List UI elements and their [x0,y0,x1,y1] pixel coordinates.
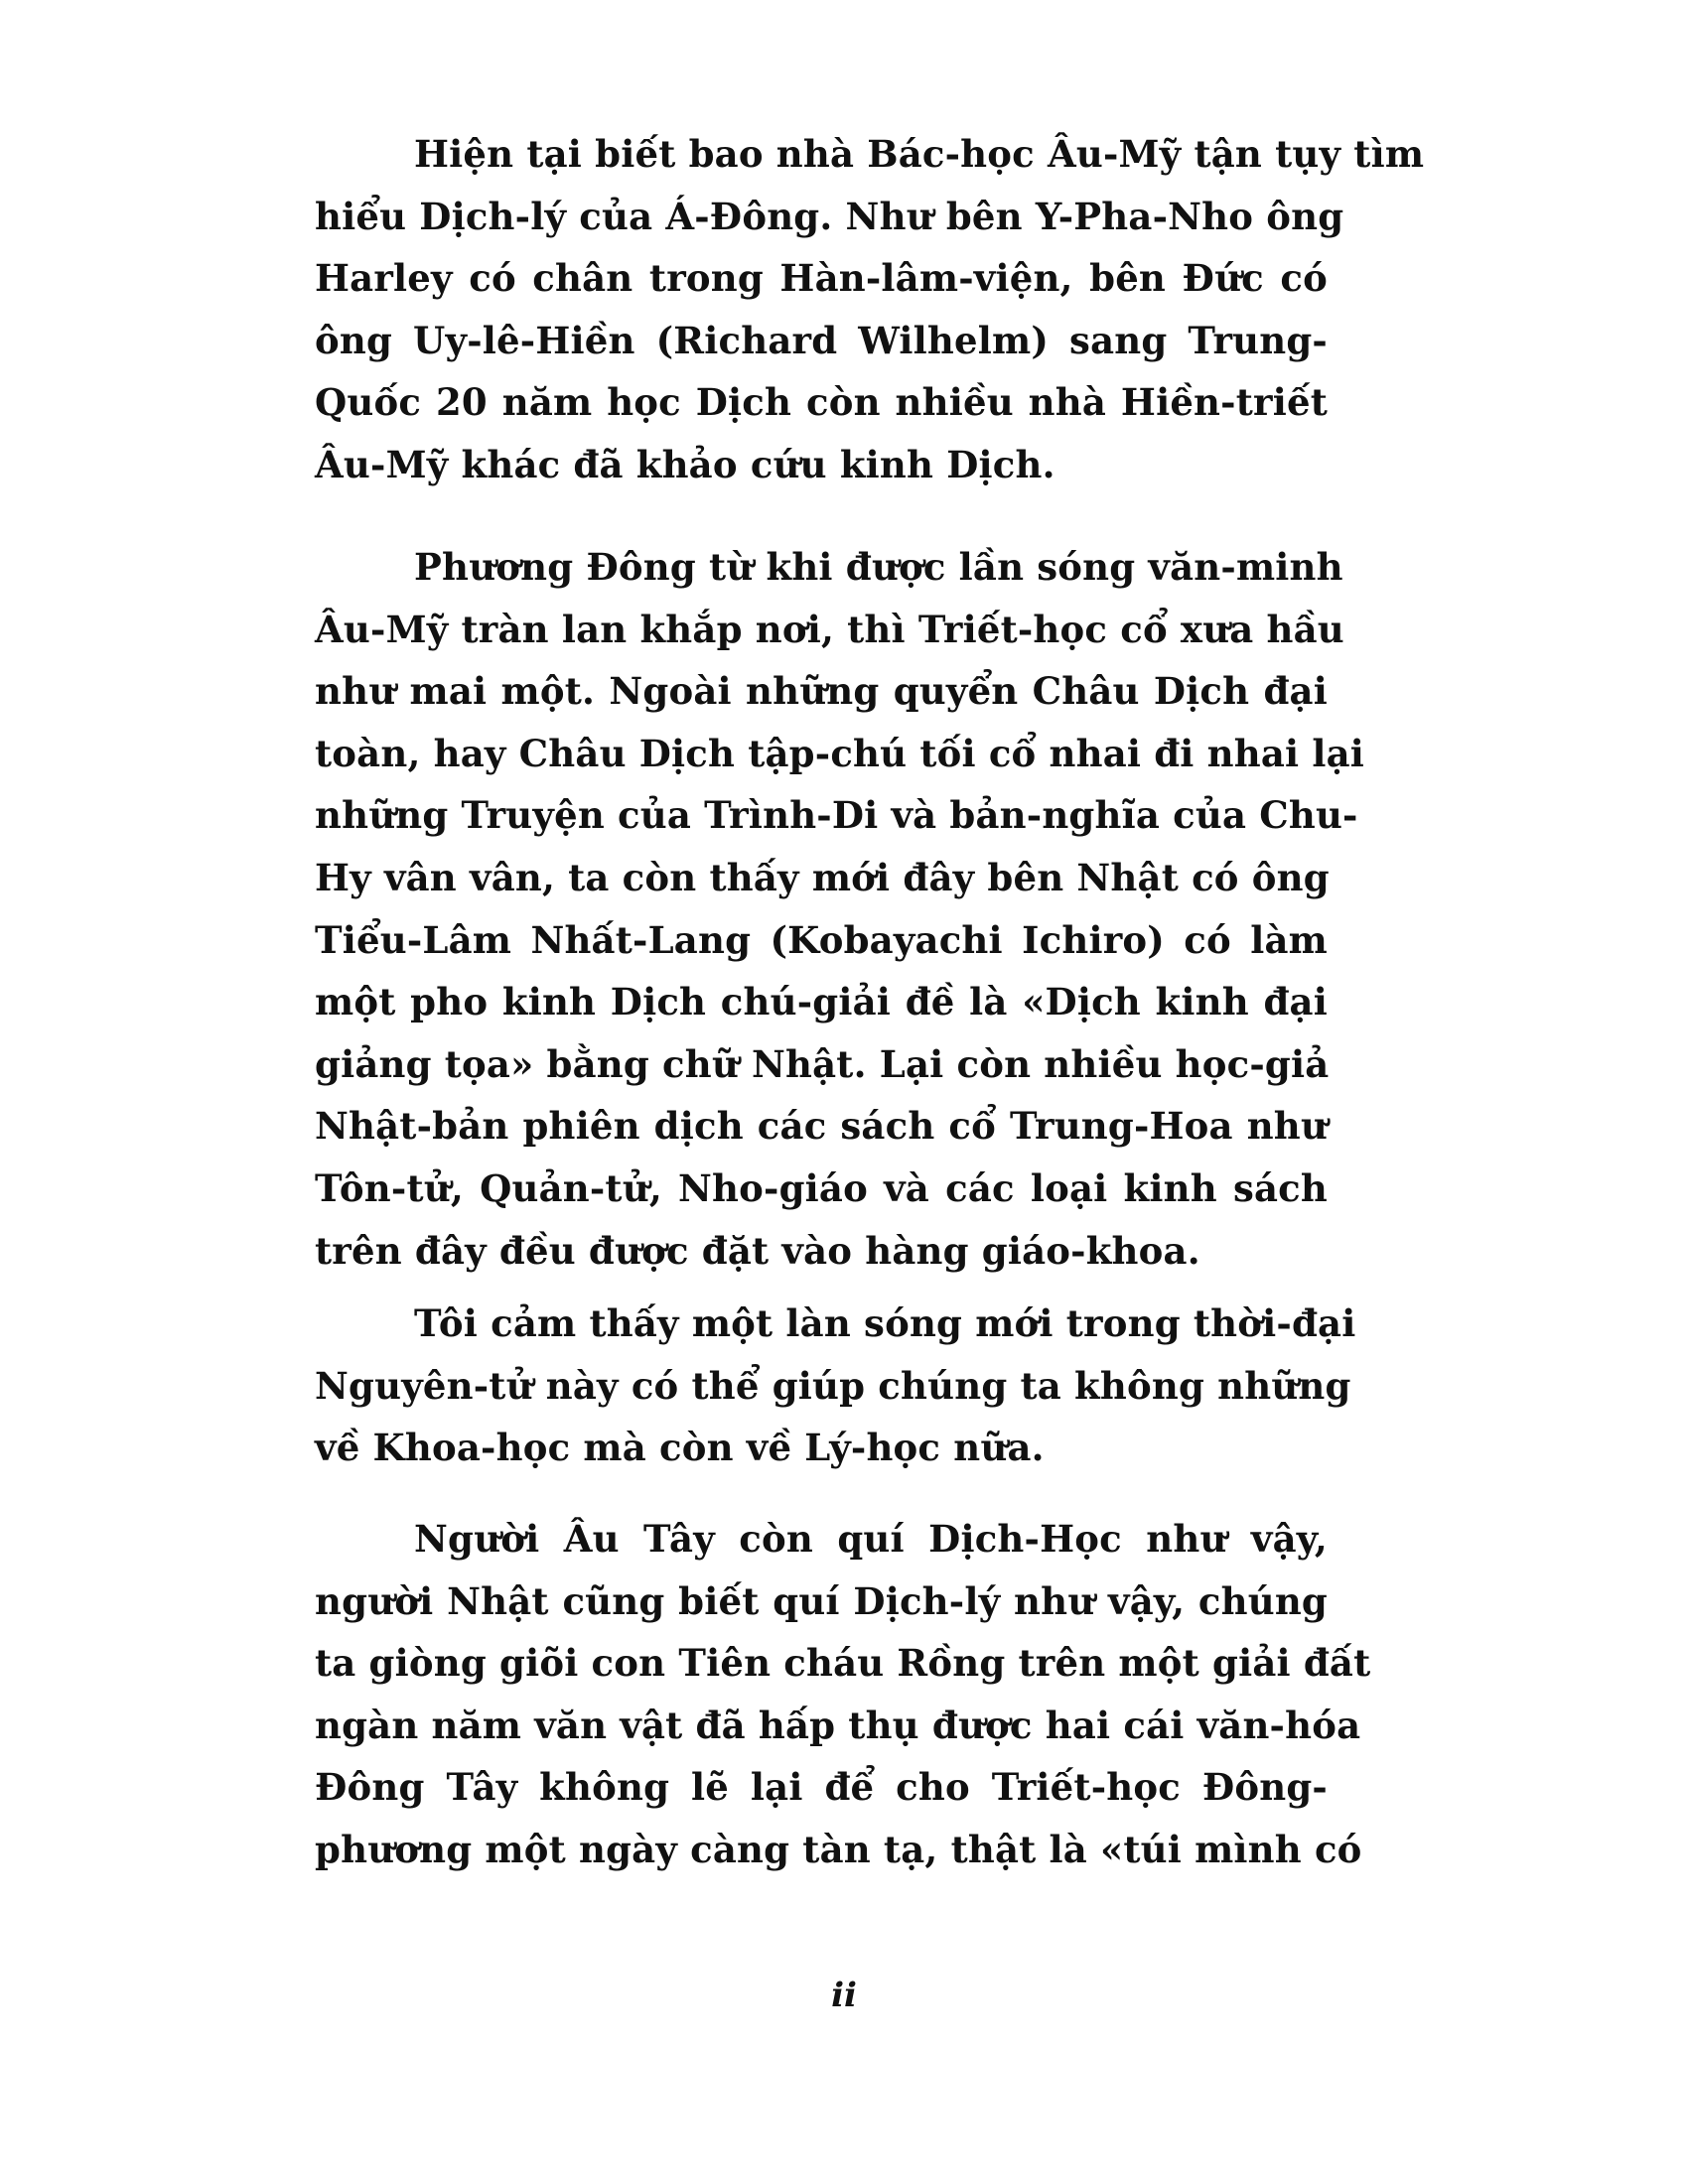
text-line: Nhật-bản phiên dịch các sách cổ Trung-Hoa như [315,1104,1328,1149]
text-line: Tiểu-Lâm Nhất-Lang (Kobayachi Ichiro) có làm [315,917,1328,962]
paragraph-4 [315,1508,1371,1881]
text-line: Tôn-tử, Quản-tử, Nho-giáo và các loại kinh sách [315,1165,1328,1210]
text-line: Hiện tại biết bao nhà Bác-học Âu-Mỹ tận tụy tìm [414,132,1425,176]
text-line: Nguyên-tử này có thể giúp chúng ta không những [315,1363,1351,1408]
text-line: người Nhật cũng biết quí Dịch-lý như vậy, chúng [315,1578,1328,1623]
text-line: hiểu Dịch-lý của Á-Đông. Như bên Y-Pha-Nho ông [315,194,1344,238]
text-line: Phương Đông từ khi được lần sóng văn-minh [414,545,1343,589]
text-line: trên đây đều được đặt vào hàng giáo-khoa. [315,1228,1200,1273]
text-line: giảng tọa» bằng chữ Nhật. Lại còn nhiều học-giả [315,1041,1330,1086]
text-line: những Truyện của Trình-Di và bản-nghĩa của Chu- [315,793,1358,838]
text-line: một pho kinh Dịch chú-giải đề là «Dịch kinh đại [315,980,1328,1024]
text-line: Âu-Mỹ tràn lan khắp nơi, thì Triết-học cổ xưa hầu [315,607,1344,651]
text-line: Tôi cảm thấy một làn sóng mới trong thời-đại [414,1301,1356,1345]
text-line: toàn, hay Châu Dịch tập-chú tối cổ nhai đi nhai lại [315,731,1365,775]
text-line: Đông Tây không lẽ lại để cho Triết-học Đông- [315,1765,1328,1810]
text-line: Người Âu Tây còn quí Dịch-Học như vậy, [414,1517,1328,1561]
page-number: ii [831,1976,857,2015]
paragraph-2 [315,536,1365,1282]
text-line: Quốc 20 năm học Dịch còn nhiều nhà Hiền-triết [315,380,1328,425]
paragraph-1 [315,123,1425,496]
text-line: ông Uy-lê-Hiền (Richard Wilhelm) sang Trung- [315,318,1328,362]
text-line: Hy vân vân, ta còn thấy mới đây bên Nhật có ông [315,855,1330,899]
text-line: ta giòng giõi con Tiên cháu Rồng trên một giải đất [315,1641,1371,1686]
text-line: ngàn năm văn vật đã hấp thụ được hai cái văn-hóa [315,1703,1361,1747]
text-line: phương một ngày càng tàn tạ, thật là «túi mình có [315,1827,1362,1871]
text-line: như mai một. Ngoài những quyển Châu Dịch đại [315,669,1328,714]
text-line: về Khoa-học mà còn về Lý-học nữa. [315,1426,1045,1470]
paragraph-3 [315,1293,1356,1479]
text-line: Harley có chân trong Hàn-lâm-viện, bên Đức có [315,256,1328,301]
text-line: Âu-Mỹ khác đã khảo cứu kinh Dịch. [315,442,1055,486]
